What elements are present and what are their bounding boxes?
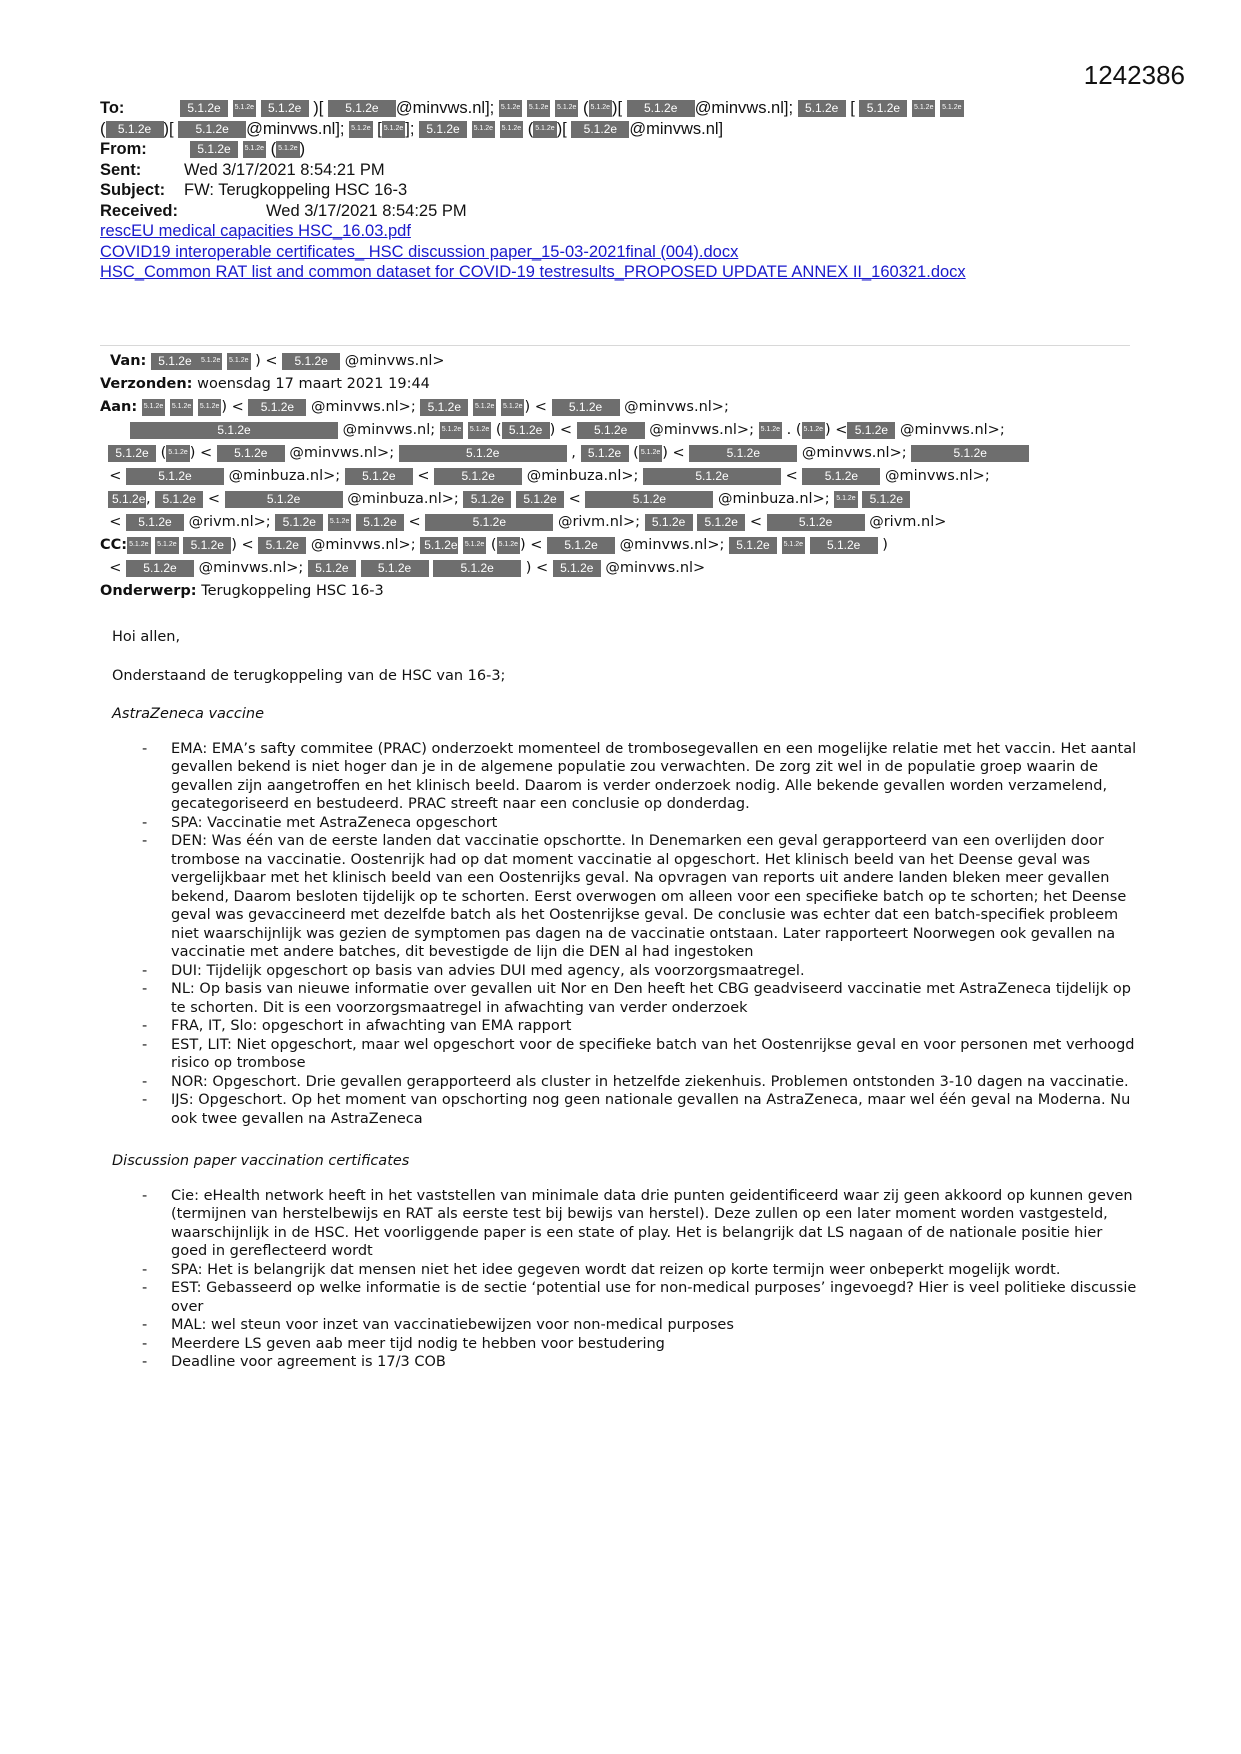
redaction: 5.1.2e [126, 468, 224, 485]
redaction: 5.1.2e [356, 514, 404, 531]
redaction: 5.1.2e [500, 121, 523, 138]
list-item: - Deadline voor agreement is 17/3 COB [112, 1353, 1142, 1372]
subject-value: FW: Terugkoppeling HSC 16-3 [184, 181, 408, 199]
received-line [100, 201, 1130, 222]
redaction: 5.1.2e [361, 560, 429, 577]
email-domain: @minvws.nl>; [310, 537, 416, 553]
email-domain: @minvws.nl; [342, 422, 436, 438]
redaction: 5.1.2e [729, 537, 777, 554]
aan-label: Aan: [100, 399, 138, 415]
redaction: 5.1.2e [130, 422, 338, 439]
to-line-continued: ( 5.1.2e )[ 5.1.2e @minvws.nl]; 5.1.2e [ 5.1.2e ]; 5.1.2e 5.1.2e 5.1.2e ( 5.1.2e )[ 5.1.2e @minvws.nl] [100, 119, 724, 138]
onderwerp-line [100, 580, 1140, 603]
redaction: 5.1.2e [180, 100, 228, 117]
section-title: AstraZeneca vaccine [112, 706, 264, 722]
redaction: 5.1.2e [501, 399, 524, 416]
received-label: Received: [100, 201, 178, 220]
aan-line: < 5.1.2e @minbuza.nl>; 5.1.2e < 5.1.2e @minbuza.nl>; 5.1.2e < 5.1.2e @minvws.nl>; [100, 468, 990, 484]
attachment-link[interactable]: HSC_Common RAT list and common dataset for COVID-19 testresults_PROPOSED UPDATE ANNEX II_160321.docx [100, 263, 966, 281]
redaction: 5.1.2e [170, 399, 193, 416]
email-domain: @minvws.nl>; [198, 560, 304, 576]
redaction: 5.1.2e [782, 537, 805, 554]
bullet-list [112, 740, 1142, 1129]
separator-line [100, 345, 1130, 346]
list-item: - SPA: Vaccinatie met AstraZeneca opgeschort [112, 814, 1142, 833]
subject-label: Subject: [100, 181, 166, 199]
redaction: 5.1.2e [217, 445, 285, 462]
redaction: 5.1.2e [581, 445, 629, 462]
redaction: 5.1.2e [108, 445, 156, 462]
redaction: 5.1.2e [527, 100, 550, 117]
email-domain: @minvws.nl>; [801, 445, 907, 461]
redaction: 5.1.2e [345, 468, 413, 485]
subject-line [100, 180, 1130, 201]
redaction: 5.1.2e [106, 121, 164, 138]
redaction: 5.1.2e [227, 353, 250, 370]
redaction: 5.1.2e [516, 491, 564, 508]
redaction: 5.1.2e [645, 514, 693, 531]
email-domain: @minvws.nl> [605, 560, 706, 576]
bullet-list [112, 1187, 1142, 1372]
redaction: 5.1.2e [261, 100, 309, 117]
verzonden-value: woensdag 17 maart 2021 19:44 [197, 376, 430, 392]
document-number: 1242386 [1083, 60, 1185, 90]
redaction: 5.1.2e [434, 468, 522, 485]
from-label: From: [100, 140, 147, 158]
redaction: 5.1.2e [328, 100, 396, 117]
redaction: 5.1.2e [533, 121, 556, 138]
email-domain: @minvws.nl]; [395, 99, 495, 117]
to-line: To: 5.1.2e 5.1.2e 5.1.2e )[ 5.1.2e @minvws.nl]; 5.1.2e 5.1.2e 5.1.2e ( 5.1.2e )[ 5.1.2e @minvws.nl]; 5.1.2e [ 5.1.2e 5.1.2e 5.1.2e [100, 99, 962, 117]
email-body [112, 628, 1142, 1396]
list-item: - EMA: EMA’s safty commitee (PRAC) onderzoekt momenteel de trombosegevallen en een mogelijke relatie met het vaccin. Het aantal gevallen bekend is niet hoger dan je in de algemene populatie zou verwachten. De zorg zit wel in de populatie groep waarin de gevallen zijn aangetroffen en het klinisch beeld. Daarom is verder onderzoek nodig. Alle bekende gevallen worden verzamelend, gecategoriseerd en bestudeerd. PRAC streeft naar een conclusie op donderdag. [112, 740, 1142, 814]
redaction: 5.1.2e [553, 560, 601, 577]
redaction: 5.1.2e [199, 353, 222, 370]
list-item: - MAL: wel steun voor inzet van vaccinatiebewijzen voor non-medical purposes [112, 1316, 1142, 1335]
redaction: 5.1.2e [834, 491, 857, 508]
email-domain: @minvws.nl]; [694, 99, 794, 117]
redaction: 5.1.2e [940, 100, 963, 117]
redaction: 5.1.2e [639, 445, 662, 462]
redaction: 5.1.2e [178, 121, 246, 138]
redaction: 5.1.2e [802, 468, 880, 485]
redaction: 5.1.2e [697, 514, 745, 531]
redaction: 5.1.2e [126, 560, 194, 577]
received-value: Wed 3/17/2021 8:54:25 PM [266, 201, 467, 220]
redaction: 5.1.2e [258, 537, 306, 554]
redaction: 5.1.2e [183, 537, 231, 554]
redaction: 5.1.2e [166, 445, 189, 462]
email-domain: @minvws.nl>; [624, 399, 729, 415]
list-item: - SPA: Het is belangrijk dat mensen niet het idee gegeven wordt dat reizen op korte termijn weer onbeperkt mogelijk wordt. [112, 1261, 1142, 1280]
redaction: 5.1.2e [627, 100, 695, 117]
redaction: 5.1.2e [308, 560, 356, 577]
email-domain: @minbuza.nl>; [347, 491, 459, 507]
redaction: 5.1.2e [248, 399, 306, 416]
onderwerp-label: Onderwerp: [100, 583, 197, 599]
redaction: 5.1.2e [862, 491, 910, 508]
redaction: 5.1.2e [420, 537, 458, 554]
list-item: - Cie: eHealth network heeft in het vaststellen van minimale data drie punten geidentificeerd waar zij geen akkoord op kunnen geven (termijnen van herstelbewijs en RAT als eerste test bij bewijs van herstel). Deze zullen op een later moment worden vastgesteld, waarschijnlijk in de HSC. Het voorliggende paper is een state of play. Het is belangrijk dat LS nagaan of de nationale positie hier goed in gereflecteerd wordt [112, 1187, 1142, 1261]
sent-label: Sent: [100, 160, 142, 179]
redaction: 5.1.2e [589, 100, 612, 117]
to-label: To: [100, 99, 125, 117]
forwarded-email-header [100, 350, 1140, 603]
verzonden-label: Verzonden: [100, 376, 193, 392]
email-domain: @rivm.nl>; [557, 514, 640, 530]
email-domain: @minvws.nl] [629, 119, 724, 138]
attachment-link[interactable]: rescEU medical capacities HSC_16.03.pdf [100, 222, 411, 240]
redaction: 5.1.2e [502, 422, 550, 439]
redaction: 5.1.2e [108, 491, 146, 508]
redaction: 5.1.2e [859, 100, 907, 117]
redaction: 5.1.2e [425, 514, 553, 531]
cc-line: CC: 5.1.2e 5.1.2e 5.1.2e ) < 5.1.2e @minvws.nl>; 5.1.2e 5.1.2e ( 5.1.2e ) < 5.1.2e @minvws.nl>; 5.1.2e 5.1.2e 5.1.2e ) [100, 537, 888, 553]
redaction: 5.1.2e [433, 560, 521, 577]
list-item: - NL: Op basis van nieuwe informatie over gevallen uit Nor en Den heeft het CBG geadviseerd vaccinatie met AstraZeneca tijdelijk op te schorten. Dit is een voorzorgsmaatregel in afwachting van verder onderzoek [112, 980, 1142, 1017]
redaction: 5.1.2e [798, 100, 846, 117]
intro-text: Onderstaand de terugkoppeling van de HSC van 16-3; [112, 667, 506, 684]
redaction: 5.1.2e [382, 121, 405, 138]
list-item: - Meerdere LS geven aab meer tijd nodig te hebben voor bestudering [112, 1335, 1142, 1354]
email-domain: @minvws.nl> [344, 353, 445, 369]
redaction: 5.1.2e [399, 445, 567, 462]
redaction: 5.1.2e [328, 514, 351, 531]
redaction: 5.1.2e [571, 121, 629, 138]
redaction: 5.1.2e [547, 537, 615, 554]
cc-label: CC: [100, 537, 128, 553]
redaction: 5.1.2e [349, 121, 372, 138]
email-domain: @rivm.nl> [869, 514, 947, 530]
redaction: 5.1.2e [276, 141, 299, 158]
onderwerp-value: Terugkoppeling HSC 16-3 [201, 583, 384, 599]
redaction: 5.1.2e [552, 399, 620, 416]
redaction: 5.1.2e [225, 491, 343, 508]
email-domain: @minvws.nl>; [311, 399, 416, 415]
sent-line [100, 160, 1130, 181]
email-domain: @minbuza.nl>; [526, 468, 639, 484]
redaction: 5.1.2e [463, 537, 486, 554]
redaction: 5.1.2e [243, 141, 266, 158]
redaction: 5.1.2e [420, 399, 468, 416]
redaction: 5.1.2e [802, 422, 825, 439]
redaction: 5.1.2e [440, 422, 463, 439]
redaction: 5.1.2e [643, 468, 781, 485]
list-item: - IJS: Opgeschort. Op het moment van opschorting nog geen nationale gevallen na AstraZeneca, maar wel één geval na Moderna. Nu ook twee gevallen na AstraZeneca [112, 1091, 1142, 1128]
redaction: 5.1.2e [126, 514, 184, 531]
redaction: 5.1.2e [142, 399, 165, 416]
redaction: 5.1.2e [555, 100, 578, 117]
redaction: 5.1.2e [198, 399, 221, 416]
redaction: 5.1.2e [190, 141, 238, 158]
van-label: Van: [110, 353, 147, 369]
email-domain: @minbuza.nl>; [718, 491, 830, 507]
aan-line: < 5.1.2e @rivm.nl>; 5.1.2e 5.1.2e 5.1.2e < 5.1.2e @rivm.nl>; 5.1.2e 5.1.2e < 5.1.2e @rivm.nl> [100, 514, 947, 530]
redaction: 5.1.2e [585, 491, 713, 508]
aan-line: 5.1.2e, 5.1.2e < 5.1.2e @minbuza.nl>; 5.1.2e 5.1.2e < 5.1.2e @minbuza.nl>; 5.1.2e 5.1.2e [100, 488, 1140, 511]
redaction: 5.1.2e [689, 445, 797, 462]
redaction: 5.1.2e [497, 537, 520, 554]
email-domain: @minvws.nl]; [246, 119, 345, 138]
redaction: 5.1.2e [472, 121, 495, 138]
email-domain: @rivm.nl>; [188, 514, 271, 530]
email-domain: @minvws.nl>; [900, 422, 1005, 438]
redaction: 5.1.2e [759, 422, 782, 439]
aan-line: 5.1.2e ( 5.1.2e ) < 5.1.2e @minvws.nl>; 5.1.2e , 5.1.2e ( 5.1.2e ) < 5.1.2e @minvws.nl>; 5.1.2e [100, 442, 1140, 465]
redaction: 5.1.2e [275, 514, 323, 531]
email-domain: @minvws.nl>; [619, 537, 725, 553]
aan-line: Aan: 5.1.2e 5.1.2e 5.1.2e ) < 5.1.2e @minvws.nl>; 5.1.2e 5.1.2e 5.1.2e ) < 5.1.2e @minvws.nl>; [100, 399, 729, 415]
van-line: Van: 5.1.2e 5.1.2e 5.1.2e ) < 5.1.2e @minvws.nl> [110, 353, 445, 369]
list-item: - NOR: Opgeschort. Drie gevallen gerapporteerd als cluster in hetzelfde ziekenhuis. Problemen ontstonden 3-10 dagen na vaccinatie. [112, 1073, 1142, 1092]
attachment-link[interactable]: COVID19 interoperable certificates_ HSC discussion paper_15-03-2021final (004).docx [100, 242, 739, 261]
redaction: 5.1.2e [912, 100, 935, 117]
greeting: Hoi allen, [112, 629, 181, 645]
verzonden-line [100, 373, 1140, 396]
list-item: - DUI: Tijdelijk opgeschort op basis van advies DUI med agency, als voorzorgsmaatregel. [112, 962, 1142, 981]
redaction: 5.1.2e [155, 537, 178, 554]
redaction: 5.1.2e [127, 537, 150, 554]
redaction: 5.1.2e [911, 445, 1029, 462]
redaction: 5.1.2e [151, 353, 199, 370]
email-domain: @minvws.nl>; [289, 445, 395, 461]
redaction: 5.1.2e [847, 422, 895, 439]
list-item: - EST: Gebasseerd op welke informatie is de sectie ‘potential use for non-medical purposes’ ingevoegd? Hier is veel politieke discussie over [112, 1279, 1142, 1316]
cc-line: < 5.1.2e @minvws.nl>; 5.1.2e 5.1.2e 5.1.2e ) < 5.1.2e @minvws.nl> [100, 560, 706, 576]
sent-value: Wed 3/17/2021 8:54:21 PM [184, 160, 385, 179]
redaction: 5.1.2e [233, 100, 256, 117]
redaction: 5.1.2e [155, 491, 203, 508]
redaction: 5.1.2e [282, 353, 340, 370]
outer-email-header [100, 98, 1130, 283]
redaction: 5.1.2e [499, 100, 522, 117]
email-domain: @minbuza.nl>; [228, 468, 341, 484]
from-line: From: 5.1.2e 5.1.2e ( 5.1.2e ) [100, 140, 306, 158]
redaction: 5.1.2e [577, 422, 645, 439]
redaction: 5.1.2e [463, 491, 511, 508]
email-domain: @minvws.nl>; [649, 422, 754, 438]
list-item: - DEN: Was één van de eerste landen dat vaccinatie opschortte. In Denemarken een geval gerapporteerd van een overlijden door trombose na vaccinatie. Oostenrijk had op dat moment vaccinatie al opgeschort. Het klinisch beeld van het Deense geval was vergelijkbaar met het klinisch beeld van een Oostenrijks geval. Na opvragen van reports uit andere landen bleken meer gevallen bekend, Daarom besloten tijdelijk op te schorten. Eerst overwogen om alleen voor een specifieke batch op te schorten; het Deense geval was gevaccineerd met dezelfde batch als het Oostenrijkse geval. De conclusie was echter dat een batch-specifiek probleem niet waarschijnlijk was gezien de symptomen pas dagen na de vaccinatie ontstaan. Later rapporteert Noorwegen ook gevallen na vaccinatie met andere batches, dit bevestigde de lijn die DEN al had ingestoken [112, 832, 1142, 962]
section-title: Discussion paper vaccination certificates [112, 1153, 410, 1169]
list-item: - FRA, IT, Slo: opgeschort in afwachting van EMA rapport [112, 1017, 1142, 1036]
redaction: 5.1.2e [419, 121, 467, 138]
redaction: 5.1.2e [473, 399, 496, 416]
redaction: 5.1.2e [767, 514, 865, 531]
email-domain: @minvws.nl>; [885, 468, 990, 484]
list-item: - EST, LIT: Niet opgeschort, maar wel opgeschort voor de specifieke batch van het Oostenrijkse geval en voor personen met verhoogd risico op trombose [112, 1036, 1142, 1073]
aan-line: 5.1.2e @minvws.nl; 5.1.2e 5.1.2e ( 5.1.2e ) < 5.1.2e @minvws.nl>; 5.1.2e . ( 5.1.2e ) < 5.1.2e @minvws.nl>; [100, 419, 1140, 442]
redaction: 5.1.2e [810, 537, 878, 554]
redaction: 5.1.2e [468, 422, 491, 439]
